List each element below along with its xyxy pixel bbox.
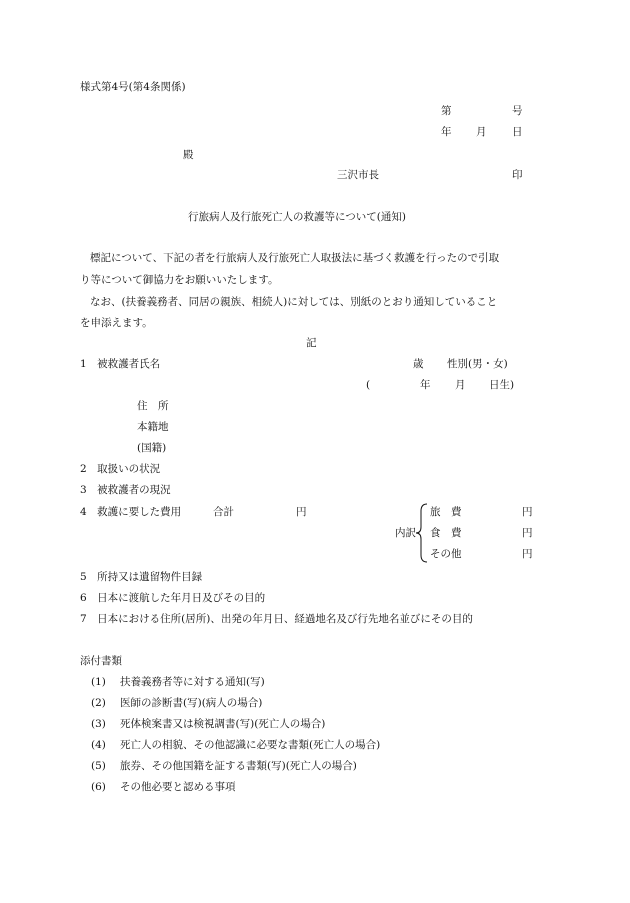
form-label: 様式第4号(第4条関係) xyxy=(80,81,186,93)
breakdown-other: その他 xyxy=(430,548,462,560)
paragraph-1-line-1: 標記について、下記の者を行旅病人及行旅死亡人取扱法に基づく救護を行ったので引取 xyxy=(90,252,500,264)
attachment-text: 扶養義務者等に対する通知(写) xyxy=(120,676,265,688)
addressee-suffix: 殿 xyxy=(183,149,194,161)
breakdown-travel-yen: 円 xyxy=(522,506,533,518)
number-dai: 第 xyxy=(441,105,452,117)
breakdown-label: 内訳 xyxy=(395,527,416,539)
attachment-number: (3) xyxy=(91,718,106,730)
address-label: 住 所 xyxy=(137,400,169,412)
item-1-label: 1 被救護者氏名 xyxy=(80,358,161,370)
item-4-total-yen: 円 xyxy=(296,506,307,518)
item-3: 3 被救護者の現況 xyxy=(80,484,171,496)
paragraph-1-line-2: り等について御協力をお願いいたします。 xyxy=(80,274,279,286)
brace-icon xyxy=(415,503,429,563)
seal: 印 xyxy=(512,169,523,181)
attachment-number: (1) xyxy=(91,676,106,688)
birth-month: 月 xyxy=(455,379,466,391)
attachments-heading: 添付書類 xyxy=(80,655,122,667)
item-2: 2 取扱いの状況 xyxy=(80,463,161,475)
attachment-text: 死亡人の相貌、その他認識に必要な書類(死亡人の場合) xyxy=(120,739,381,751)
nationality-label: (国籍) xyxy=(137,442,167,454)
paragraph-2-line-1: なお、(扶養義務者、同居の親族、相続人)に対しては、別紙のとおり通知していること xyxy=(90,296,498,308)
item-7: 7 日本における住所(居所)、出発の年月日、経過地名及び行先地名並びにその目的 xyxy=(80,613,473,625)
paragraph-2-line-2: を申添えます。 xyxy=(80,317,153,329)
item-4-total: 合計 xyxy=(213,506,234,518)
attachment-number: (2) xyxy=(91,697,106,709)
attachment-text: 旅券、その他国籍を証する書類(写)(死亡人の場合) xyxy=(120,760,357,772)
ki-heading: 記 xyxy=(306,337,317,349)
document-title: 行旅病人及行旅死亡人の救護等について(通知) xyxy=(188,211,406,223)
breakdown-travel: 旅 費 xyxy=(430,506,462,518)
item-4-label: 4 救護に要した費用 xyxy=(80,506,182,518)
attachment-text: 死体検案書又は検視調書(写)(死亡人の場合) xyxy=(120,718,326,730)
item-6: 6 日本に渡航した年月日及びその目的 xyxy=(80,592,266,604)
attachment-number: (5) xyxy=(91,760,106,772)
date-month: 月 xyxy=(476,126,487,138)
item-1-age: 歳 xyxy=(413,358,424,370)
date-year: 年 xyxy=(441,126,452,138)
breakdown-food-yen: 円 xyxy=(522,527,533,539)
breakdown-food: 食 費 xyxy=(430,527,462,539)
breakdown-other-yen: 円 xyxy=(522,548,533,560)
birth-day: 日生) xyxy=(489,379,515,391)
attachment-text: 医師の診断書(写)(病人の場合) xyxy=(120,697,263,709)
attachment-text: その他必要と認める事項 xyxy=(120,781,236,793)
item-1-sex: 性別(男・女) xyxy=(447,358,508,370)
attachment-number: (6) xyxy=(91,781,106,793)
birth-open: ( xyxy=(366,379,371,391)
attachment-number: (4) xyxy=(91,739,106,751)
number-go: 号 xyxy=(512,105,523,117)
domicile-label: 本籍地 xyxy=(137,421,169,433)
item-5: 5 所持又は遺留物件目録 xyxy=(80,571,203,583)
birth-year: 年 xyxy=(420,379,431,391)
date-day: 日 xyxy=(512,126,523,138)
issuer: 三沢市長 xyxy=(337,169,379,181)
